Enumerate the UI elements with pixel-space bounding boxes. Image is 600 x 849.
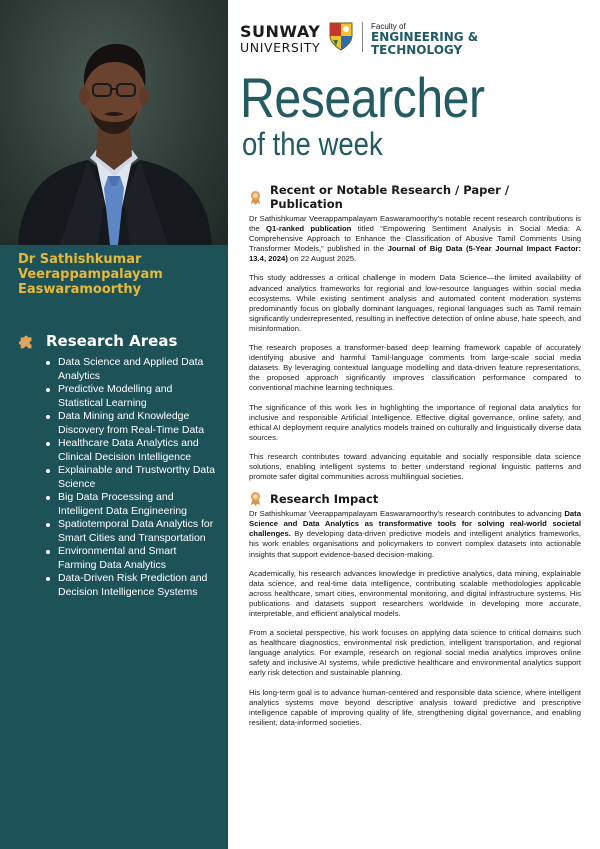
paper-p1-text: titled “Empowering Sentiment Analysis in Social Media: A Comprehensive Approach to Enhance the Classification of Abusive Tamil Comments Using Transformer Models,” published in the	[249, 224, 581, 254]
paper-p1-journal: Journal of Big Data (5-Year Journal Impact Factor: 13.4, 2024)	[249, 244, 581, 264]
logo-sunway: SUNWAY	[240, 22, 321, 41]
paper-paragraph-2: This study addresses a critical challenge in modern Data Science—the limited availability of advanced analytics frameworks for regional and low-resource languages within social media ecosystems. While existing sentiment analysis and automated content moderation systems predominantly focus on globally dominant languages, regional languages such as Tamil remain significantly underrepresented, resulting in ineffective detection of online abuse, hate speech, and misinformation.	[249, 273, 581, 333]
name-line-2: Veerappampalayam	[18, 267, 163, 282]
paper-paragraph-5: This research contributes toward advancing equitable and socially responsible data science solutions, enabling intelligent systems to better understand regional linguistic patterns and promote safer digital communities across multilingual societies.	[249, 451, 581, 482]
impact-p1-text: Dr Sathishkumar Veerappampalayam Easwaramoorthy's research contributes to advancing	[249, 509, 565, 519]
list-item: Healthcare Data Analytics and Clinical Decision Intelligence	[46, 437, 216, 464]
faculty-logo	[371, 22, 478, 57]
paper-paragraph-3: The research proposes a transformer-based deep learning framework capable of accurately identifying abusive and harmful Tamil-language comments from large-scale social media datasets. By leveraging contextual language modelling and data-driven feature representations, the proposed approach significantly improves classification performance compared to conventional machine learning techniques.	[249, 343, 581, 393]
page-subtitle: of the week	[242, 126, 383, 162]
list-item: Environmental and Smart Farming Data Analytics	[46, 545, 216, 572]
research-areas-title: Research Areas	[46, 332, 178, 350]
impact-paragraph-4: His long-term goal is to advance human-centered and responsible data science, where intelligent analytics systems move beyond descriptive analysis toward predictive and prescriptive intelligence capable of improving quality of life, strengthening digital governance, and enabling resilient, data-informed societies.	[249, 687, 581, 727]
paper-p1-text: Dr Sathishkumar Veerappampalayam Easwaramoorthy's notable recent research contributions is the	[249, 214, 581, 234]
research-paper-heading	[249, 183, 581, 211]
list-item: Data Mining and Knowledge Discovery from Real-Time Data	[46, 410, 216, 437]
impact-paragraph-1	[249, 509, 581, 559]
sunway-university-logo	[240, 24, 320, 55]
main-content	[249, 183, 581, 737]
research-areas-heading	[18, 332, 177, 350]
logo-university: UNIVERSITY	[240, 40, 321, 55]
researcher-name	[18, 252, 218, 297]
research-areas-list	[46, 356, 216, 599]
researcher-photo	[0, 0, 228, 245]
paper-p1-text: on 22 August 2025.	[287, 254, 357, 264]
page-title: Researcher	[240, 66, 485, 129]
impact-paragraph-3: From a societal perspective, his work focuses on applying data science to critical domains such as healthcare diagnostics, environmental risk prediction, intelligent transportation, and regional language analytics. For example, research on regional social media analytics improves online safety and inclusive AI systems, while predictive healthcare and environmental analytics support early risk detection and sustainable planning.	[249, 628, 581, 678]
research-impact-title: Research Impact	[270, 491, 379, 506]
faculty-name-line-2: TECHNOLOGY	[371, 43, 463, 57]
list-item: Predictive Modelling and Statistical Learning	[46, 383, 216, 410]
research-paper-title: Recent or Notable Research / Paper / Publication	[270, 183, 510, 211]
list-item: Spatiotemporal Data Analytics for Smart Cities and Transportation	[46, 518, 216, 545]
paper-paragraph-1	[249, 214, 581, 264]
list-item: Data Science and Applied Data Analytics	[46, 356, 216, 383]
list-item: Data-Driven Risk Prediction and Decision Intelligence Systems	[46, 572, 216, 599]
university-crest-icon	[328, 20, 354, 52]
list-item: Explainable and Trustworthy Data Science	[46, 464, 216, 491]
impact-paragraph-2: Academically, his research advances knowledge in predictive analytics, data mining, explainable data science, and real-time data intelligence, contributing scalable methodologies applicable across healthcare, smart cities, environmental monitoring, and digital infrastructure systems. His publications and datasets support researchers worldwide in developing more accurate, interpretable, and efficient analytical models.	[249, 568, 581, 618]
name-line-3: Easwaramoorthy	[18, 282, 142, 297]
name-line-1: Dr Sathishkumar	[18, 252, 142, 267]
puzzle-icon	[18, 332, 36, 350]
award-ribbon-icon	[249, 190, 262, 205]
impact-p1-bold: Data Science and Data Analytics as transformative tools for solving real-world societal challenges.	[249, 509, 581, 539]
logo-divider	[362, 22, 363, 52]
award-ribbon-icon	[249, 491, 262, 506]
impact-p1-text: By developing data-driven predictive models and intelligent analytics frameworks, his work enables organisations and policymakers to convert complex datasets into actionable insights that support evidence-based decision-making.	[249, 529, 581, 559]
list-item: Big Data Processing and Intelligent Data Engineering	[46, 491, 216, 518]
faculty-of-label: Faculty of	[371, 22, 406, 31]
faculty-name-line-1: ENGINEERING &	[371, 30, 479, 44]
left-panel	[0, 0, 228, 849]
paper-paragraph-4: The significance of this work lies in highlighting the importance of regional data analytics for inclusive and responsible Artificial Intelligence. Effective digital governance, online safety, and ethical AI deployment require analytics models trained on culturally and linguistically diverse data sources.	[249, 402, 581, 442]
research-impact-heading	[249, 491, 581, 506]
paper-p1-bold: Q1-ranked publication	[266, 224, 352, 234]
